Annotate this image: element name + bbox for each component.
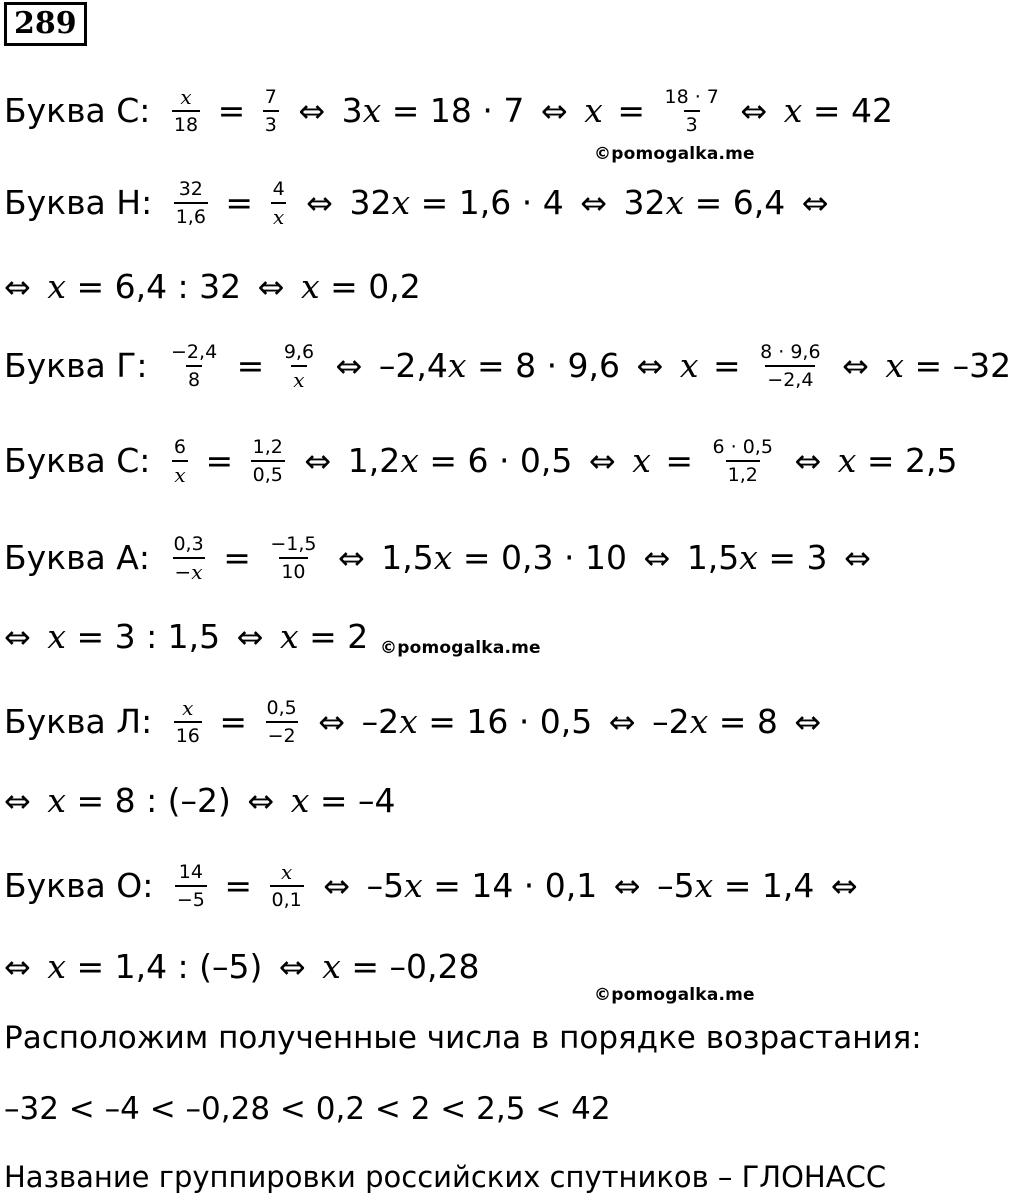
equivalence-symbol: ⇔	[247, 781, 275, 820]
equivalence-symbol: ⇔	[830, 867, 858, 905]
watermark: ©pomogalka.me	[380, 638, 541, 658]
fraction: $\frac{1,2}{0,5}$	[252, 436, 283, 486]
equivalence-symbol: ⇔	[794, 703, 822, 741]
fraction: $\frac{6}{x}$	[173, 436, 187, 487]
row-letter-s-1: Буква С: $\frac{x}{18}$ = $\frac{7}{3}$ ⇔ 3x = 18 · 7 ⇔ x = $\frac{18 \cdot 7}{3}$ ⇔ x = 42	[4, 85, 893, 136]
row-label: Буква Н:	[4, 183, 153, 222]
equivalence-symbol: ⇔	[636, 347, 664, 385]
equivalence-symbol: ⇔	[4, 781, 31, 820]
equivalence-symbol: ⇔	[257, 267, 285, 306]
equivalence-symbol: ⇔	[236, 617, 264, 656]
equivalence-symbol: ⇔	[4, 947, 31, 986]
row-label: Буква О:	[4, 866, 154, 905]
equivalence-symbol: ⇔	[304, 442, 332, 480]
equivalence-symbol: ⇔	[580, 184, 608, 222]
fraction: $\frac{6 \cdot 0,5}{1,2}$	[712, 436, 773, 486]
equivalence-symbol: ⇔	[278, 947, 306, 986]
row-letter-s-2: Буква С: $\frac{6}{x}$ = $\frac{1,2}{0,5}$ ⇔ 1,2x = 6 · 0,5 ⇔ x = $\frac{6 \cdot 0,5}{1,2}$ ⇔ x = 2,5	[4, 436, 958, 487]
equivalence-symbol: ⇔	[323, 867, 351, 905]
watermark: ©pomogalka.me	[594, 144, 755, 164]
fraction: $\frac{7}{3}$	[264, 86, 277, 136]
equivalence-symbol: ⇔	[794, 442, 822, 480]
row-letter-o: Буква О: $\frac{14}{-5}$ = $\frac{x}{0,1}$ ⇔ –5x = 14 · 0,1 ⇔ –5x = 1,4 ⇔	[4, 860, 858, 911]
fraction: $\frac{32}{1,6}$	[175, 178, 206, 228]
equivalence-symbol: ⇔	[318, 703, 346, 741]
row-continuation-a: ⇔ x = 3 : 1,5 ⇔ x = 2	[4, 616, 369, 656]
fraction: $\frac{0,5}{-2}$	[266, 697, 297, 747]
row-letter-l: Буква Л: $\frac{x}{16}$ = $\frac{0,5}{-2}$ ⇔ –2x = 16 · 0,5 ⇔ –2x = 8 ⇔	[4, 696, 822, 747]
equivalence-symbol: ⇔	[4, 617, 31, 656]
row-continuation-l: ⇔ x = 8 : (–2) ⇔ x = –4	[4, 780, 396, 820]
equivalence-symbol: ⇔	[608, 703, 636, 741]
row-continuation-n: ⇔ x = 6,4 : 32 ⇔ x = 0,2	[4, 266, 421, 306]
ordered-numbers: –32 < –4 < –0,28 < 0,2 < 2 < 2,5 < 42	[4, 1091, 611, 1127]
row-letter-a: Буква А: $\frac{0,3}{-x}$ = $\frac{-1,5}{10}$ ⇔ 1,5x = 0,3 · 10 ⇔ 1,5x = 3 ⇔	[4, 533, 871, 584]
problem-number-box: 289	[4, 2, 87, 46]
equivalence-symbol: ⇔	[4, 267, 31, 306]
equivalence-symbol: ⇔	[643, 539, 671, 577]
answer-sentence: Название группировки российских спутников – ГЛОНАСС	[4, 1160, 887, 1194]
equivalence-symbol: ⇔	[842, 347, 869, 385]
fraction: $\frac{0,3}{-x}$	[173, 533, 204, 584]
order-sentence: Расположим полученные числа в порядке возрастания:	[4, 1020, 922, 1056]
row-label: Буква С:	[4, 441, 151, 480]
row-continuation-o: ⇔ x = 1,4 : (–5) ⇔ x = –0,28	[4, 946, 480, 986]
equivalence-symbol: ⇔	[740, 92, 768, 130]
fraction: $\frac{4}{x}$	[272, 178, 285, 229]
equivalence-symbol: ⇔	[298, 92, 326, 130]
row-label: Буква С:	[4, 91, 151, 130]
fraction: $\frac{9,6}{x}$	[283, 341, 315, 392]
fraction: $\frac{8 \cdot 9,6}{-2,4}$	[760, 341, 821, 391]
equivalence-symbol: ⇔	[844, 539, 871, 577]
watermark: ©pomogalka.me	[594, 985, 755, 1005]
equivalence-symbol: ⇔	[801, 184, 829, 222]
fraction: $\frac{14}{-5}$	[176, 861, 205, 911]
equivalence-symbol: ⇔	[588, 442, 616, 480]
equivalence-symbol: ⇔	[335, 347, 363, 385]
fraction: $\frac{x}{16}$	[175, 696, 200, 747]
fraction: $\frac{18 \cdot 7}{3}$	[664, 86, 719, 136]
fraction: $\frac{x}{18}$	[173, 85, 199, 136]
row-letter-g: Буква Г: $\frac{-2,4}{8}$ = $\frac{9,6}{x}$ ⇔ –2,4x = 8 · 9,6 ⇔ x = $\frac{8 \cdot 9,6}{-2,4}$ ⇔ x = –32	[4, 341, 1011, 392]
fraction: $\frac{-1,5}{10}$	[270, 533, 317, 583]
row-letter-n: Буква Н: $\frac{32}{1,6}$ = $\frac{4}{x}$ ⇔ 32x = 1,6 · 4 ⇔ 32x = 6,4 ⇔	[4, 178, 829, 229]
equivalence-symbol: ⇔	[337, 539, 365, 577]
row-label: Буква Г:	[4, 346, 148, 385]
row-label: Буква А:	[4, 538, 150, 577]
equivalence-symbol: ⇔	[540, 92, 568, 130]
equivalence-symbol: ⇔	[306, 184, 333, 222]
equivalence-symbol: ⇔	[613, 867, 641, 905]
row-label: Буква Л:	[4, 702, 153, 741]
fraction: $\frac{-2,4}{8}$	[171, 341, 218, 391]
fraction: $\frac{x}{0,1}$	[271, 860, 302, 911]
